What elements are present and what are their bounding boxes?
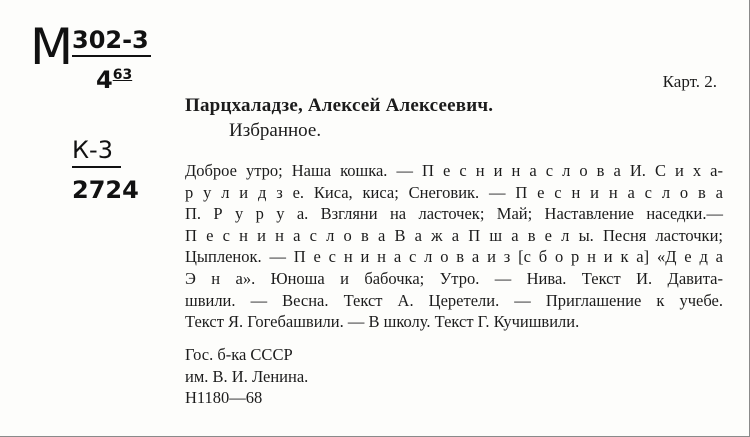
author-heading: Парцхаладзе, Алексей Алексеевич.	[185, 95, 494, 116]
contents-line: р у л и д з е. Киса, киса; Снеговик. — П е с н и н а с л о в а	[185, 182, 723, 202]
inventory-code-bottom: 2724	[72, 176, 139, 204]
contents-line: П е с н и н а с л о в а В а ж а П ш а в е л ы. Песня ласточки;	[185, 225, 723, 245]
library-imprint	[185, 344, 308, 409]
call-number-letter: М	[30, 18, 74, 76]
contents-line: Доброе утро; Наша кошка. — П е с н и н а с л о в а И. С и х а-	[185, 161, 723, 180]
call-number-shelf-bottom-main: 4	[96, 66, 113, 94]
call-number-shelf-top: 302-3	[72, 28, 151, 57]
title-block	[185, 95, 493, 142]
contents-line: Цыпленок. — П е с н и н а с л о в а и з [с б о р н и к а] «Д е д а	[185, 247, 723, 267]
call-number-shelf-bottom	[96, 68, 132, 92]
imprint-line: Гос. б-ка СССР	[185, 345, 293, 364]
contents-line: Текст Я. Гогебашвили. — В школу. Текст Г. Кучишвили.	[185, 312, 580, 332]
contents-line: Э н а». Юноша и бабочка; Утро. — Нива. Текст И. Давита-	[185, 268, 723, 288]
contents-line: швили. — Весна. Текст А. Церетели. — Приглашение к учебе.	[185, 290, 723, 310]
contents-line: П. Р у р у а. Взгляни на ласточек; Май; Наставление наседки.—	[185, 204, 723, 224]
card-number: Карт. 2.	[662, 72, 717, 91]
work-title: Избранное.	[229, 120, 322, 141]
contents-note	[185, 160, 723, 333]
imprint-line: Н1180—68	[185, 388, 263, 407]
call-number-shelf-bottom-sup: 63	[112, 67, 133, 83]
inventory-code-top: К-3	[72, 138, 121, 168]
imprint-line: им. В. И. Ленина.	[185, 366, 309, 386]
